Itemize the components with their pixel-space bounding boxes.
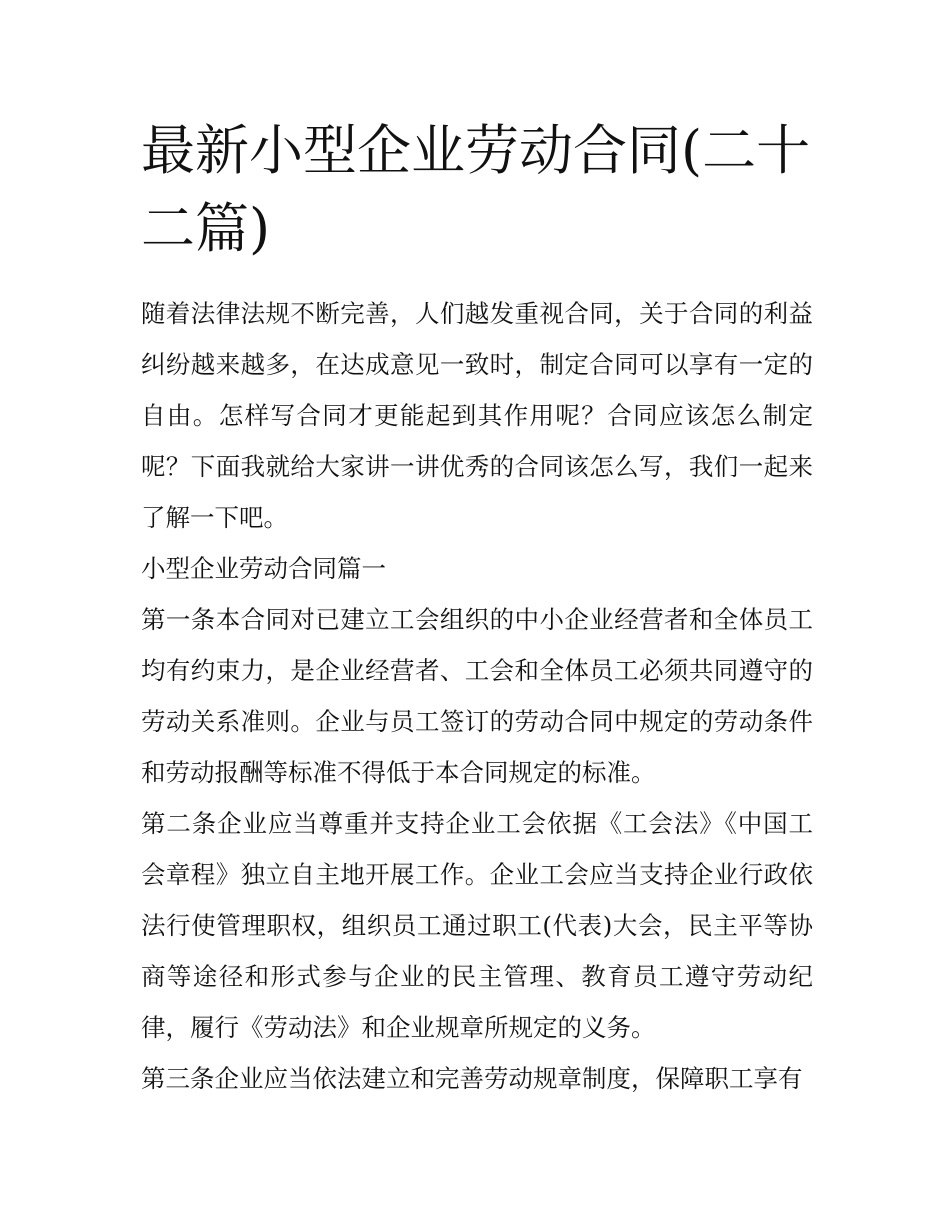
- section-heading: 小型企业劳动合同篇一: [141, 554, 386, 583]
- document-title: 最新小型企业劳动合同(二十二篇): [141, 119, 811, 260]
- clause-paragraph: 第一条本合同对已建立工会组织的中小企业经营者和全体员工均有约束力，是企业经营者、工会和全体员工必须共同遵守的劳动关系准则。企业与员工签订的劳动合同中规定的劳动条件和劳动报酬等标准不得低于本合同规定的标准。: [141, 605, 813, 787]
- clause-paragraph: 第二条企业应当尊重并支持企业工会依据《工会法》《中国工会章程》独立自主地开展工作。企业工会应当支持企业行政依法行使管理职权，组织员工通过职工(代表)大会，民主平等协商等途径和形式参与企业的民主管理、教育员工遵守劳动纪律，履行《劳动法》和企业规章所规定的义务。: [141, 809, 813, 1042]
- document-body: [141, 112, 813, 1104]
- clause-paragraph: 第三条企业应当依法建立和完善劳动规章制度，保障职工享有: [141, 1064, 803, 1093]
- intro-paragraph: 随着法律法规不断完善，人们越发重视合同，关于合同的利益纠纷越来越多，在达成意见一致时，制定合同可以享有一定的自由。怎样写合同才更能起到其作用呢？合同应该怎么制定呢？下面我就给大家讲一讲优秀的合同该怎么写，我们一起来了解一下吧。: [141, 299, 813, 532]
